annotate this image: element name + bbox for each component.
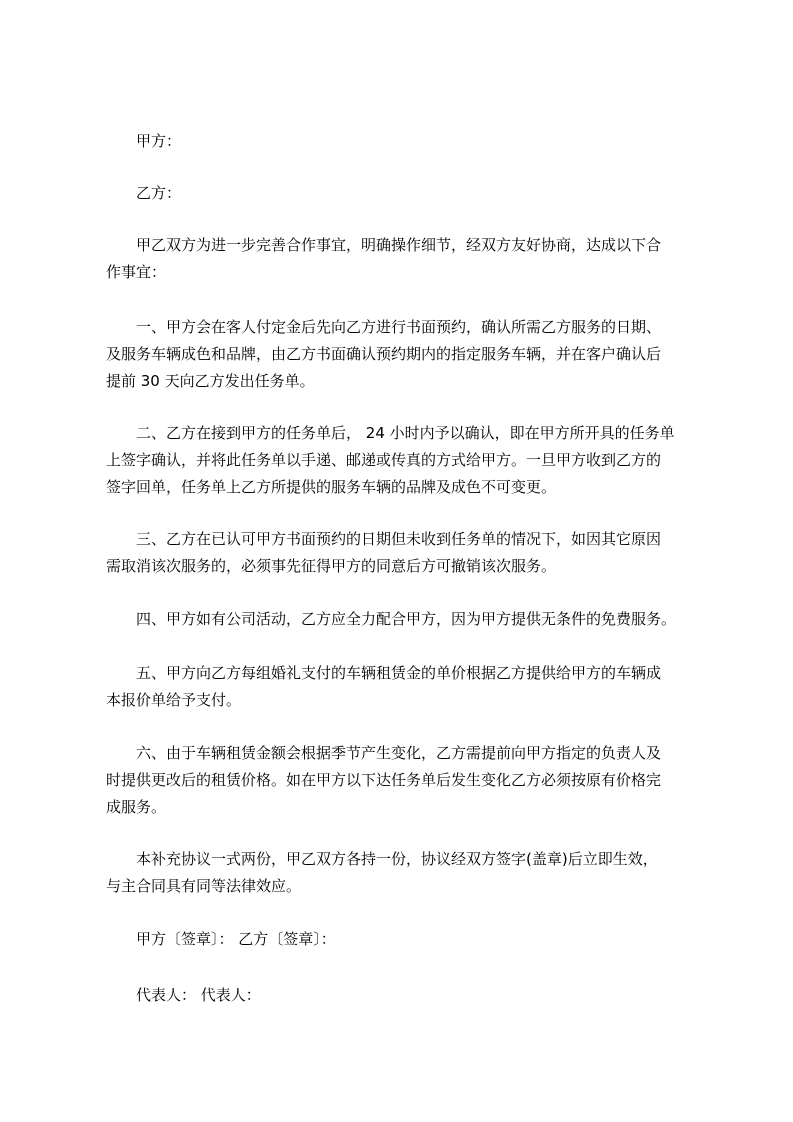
intro-line-1: 甲乙双方为进一步完善合作事宜，明确操作细节，经双方友好协商，达成以下合	[136, 236, 662, 254]
clause-3-line-1: 三、乙方在已认可甲方书面预约的日期但未收到任务单的情况下，如因其它原因	[136, 530, 662, 548]
clause-6-line-1: 六、由于车辆租赁金额会根据季节产生变化，乙方需提前向甲方指定的负责人及	[136, 744, 662, 762]
clause-5-line-2: 本报价单给予支付。	[106, 691, 242, 709]
clause-1-line-2: 及服务车辆成色和品牌，由乙方书面确认预约期内的指定服务车辆，并在客户确认后	[106, 345, 662, 363]
clause-2	[106, 420, 702, 501]
clause-1-line-1: 一、甲方会在客人付定金后先向乙方进行书面预约，确认所需乙方服务的日期、	[136, 318, 662, 336]
clause-4	[106, 606, 702, 633]
intro-line-2: 作事宜：	[106, 263, 167, 281]
clause-7-line-1: 本补充协议一式两份，甲乙双方各持一份，协议经双方签字(盖章)后立即生效，	[136, 850, 658, 868]
clause-6-line-2: 时提供更改后的租赁价格。如在甲方以下达任务单后发生变化乙方必须按原有价格完	[106, 771, 662, 789]
clause-5-line-1: 五、甲方向乙方每组婚礼支付的车辆租赁金的单价根据乙方提供给甲方的车辆成	[136, 664, 662, 682]
party-b-text: 乙方：	[136, 184, 182, 202]
party-b-label	[106, 180, 702, 207]
signature-text: 甲方〔签章〕： 乙方〔签章〕：	[136, 930, 336, 948]
representative-text: 代表人： 代表人：	[136, 986, 261, 1004]
clause-4-line-1: 四、甲方如有公司活动，乙方应全力配合甲方，因为甲方提供无条件的免费服务。	[136, 610, 677, 628]
clause-2-line-2: 上签字确认，并将此任务单以手递、邮递或传真的方式给甲方。一旦甲方收到乙方的	[106, 451, 662, 469]
party-a-text: 甲方：	[136, 132, 182, 150]
representative-line	[106, 982, 702, 1009]
clause-1-line-3: 提前 30 天向乙方发出任务单。	[106, 372, 315, 390]
clause-3	[106, 526, 702, 580]
clause-7	[106, 846, 702, 900]
clause-1	[106, 314, 702, 395]
clause-7-line-2: 与主合同具有同等法律效应。	[106, 877, 302, 895]
intro-paragraph	[106, 232, 702, 286]
clause-5	[106, 660, 702, 714]
clause-2-line-1: 二、乙方在接到甲方的任务单后， 24 小时内予以确认，即在甲方所开具的任务单	[136, 424, 675, 442]
clause-6-line-3: 成服务。	[106, 798, 167, 816]
clause-6	[106, 740, 702, 821]
clause-2-line-3: 签字回单，任务单上乙方所提供的服务车辆的品牌及成色不可变更。	[106, 478, 557, 496]
signature-line	[106, 926, 702, 953]
clause-3-line-2: 需取消该次服务的，必须事先征得甲方的同意后方可撤销该次服务。	[106, 557, 557, 575]
party-a-label	[106, 128, 702, 155]
